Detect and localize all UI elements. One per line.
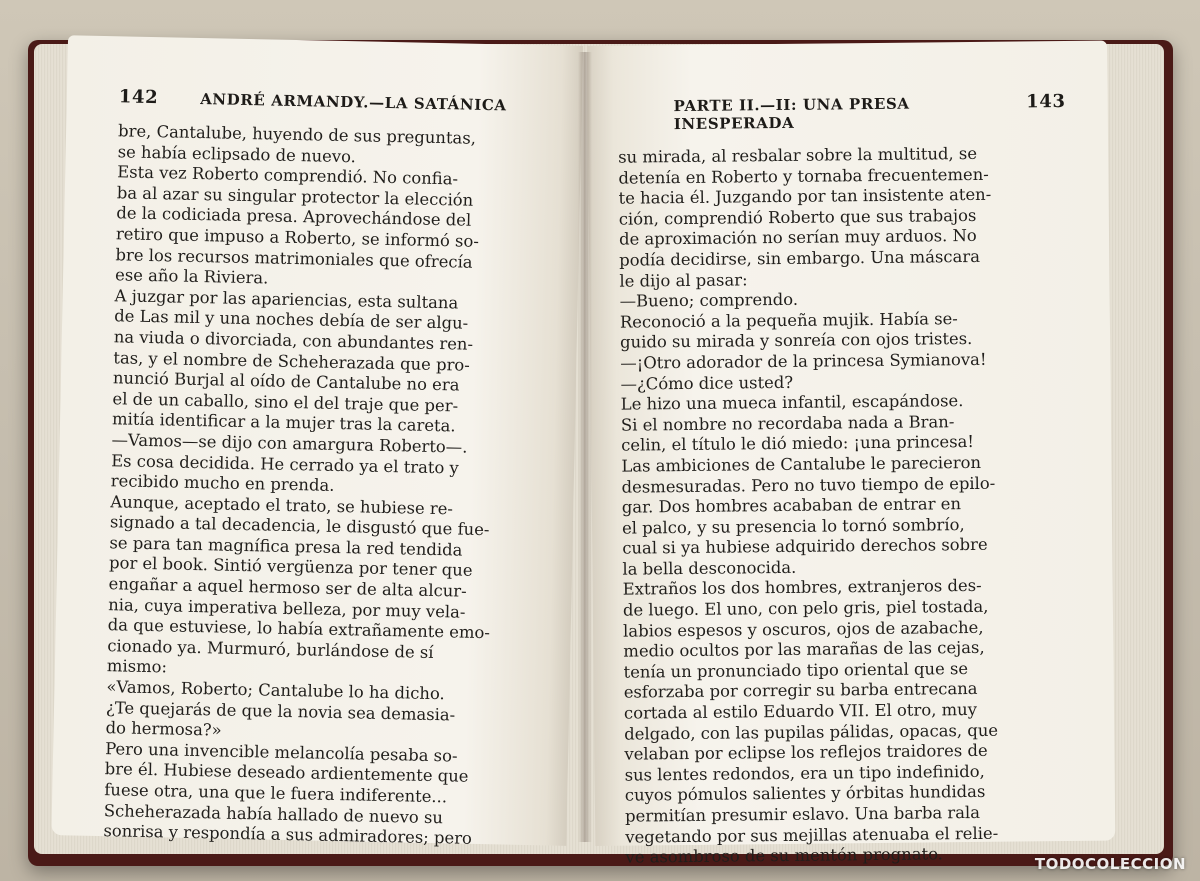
left-text-line: de la codiciada presa. Aprovechándose del bbox=[116, 203, 472, 231]
right-text-line: tenía un pronunciado tipo oriental que se bbox=[623, 658, 969, 682]
right-text-line: —¿Cómo dice usted? bbox=[620, 372, 794, 394]
right-text-line: —Bueno; comprendo. bbox=[619, 289, 799, 311]
right-text-line: desmesuradas. Pero no tuvo tiempo de epilo- bbox=[621, 473, 996, 497]
left-text-line: bre, Cantalube, huyendo de sus preguntas, bbox=[117, 121, 477, 148]
left-text-line: mismo: bbox=[106, 656, 168, 677]
right-text-line: delgado, con las pupilas pálidas, opacas, que bbox=[624, 720, 999, 744]
book-gutter bbox=[578, 52, 592, 842]
left-text-line: por el book. Sintió vergüenza por tener que bbox=[108, 553, 473, 581]
left-text-line: bre los recursos matrimoniales que ofrecía bbox=[115, 244, 473, 272]
right-text-line: Si el nombre no recordaba nada a Bran- bbox=[620, 411, 955, 435]
left-text-line: engañar a aquel hermoso ser de alta alcur- bbox=[108, 574, 467, 601]
left-text-line: de Las mil y una noches debía de ser algu- bbox=[114, 306, 469, 333]
right-text-line: sus lentes redondos, era un tipo indefinido, bbox=[624, 761, 985, 785]
right-text-line: Extraños los dos hombres, extranjeros des- bbox=[622, 576, 982, 600]
left-text-line: Scheherazada había hallado de nuevo su bbox=[103, 800, 444, 827]
left-text-line: ¿Te quejarás de que la novia sea demasia- bbox=[105, 697, 456, 725]
left-text-line: bre él. Hubiese deseado ardientemente que bbox=[104, 759, 469, 787]
left-text-line: sonrisa y respondía a sus admiradores; pero bbox=[103, 821, 473, 849]
right-text-line: le dijo al pasar: bbox=[619, 269, 748, 291]
left-text-line: tas, y el nombre de Scheherazada que pro- bbox=[113, 347, 471, 375]
left-text-line: signado a tal decadencia, le disgustó que fue- bbox=[109, 512, 490, 540]
left-text-line: el de un caballo, sino el del traje que per- bbox=[112, 388, 459, 416]
left-text-line: da que estuviese, lo había extrañamente emo- bbox=[107, 615, 491, 643]
right-text-line: permitían presumir eslavo. Una barba rala bbox=[624, 802, 981, 826]
right-text-line: podía decidirse, sin embargo. Una máscara bbox=[619, 246, 981, 270]
watermark: TODOCOLECCION bbox=[1034, 855, 1186, 873]
left-text-line: do hermosa?» bbox=[105, 718, 222, 740]
left-page bbox=[51, 35, 583, 849]
right-page-header bbox=[618, 91, 1066, 134]
left-running-head: ANDRÉ ARMANDY.—LA SATÁNICA bbox=[199, 89, 507, 115]
left-text-line: se había eclipsado de nuevo. bbox=[117, 141, 357, 166]
left-text-line: retiro que impuso a Roberto, se informó so- bbox=[115, 224, 480, 251]
left-text-line: mitía identificar a la mujer tras la careta. bbox=[111, 409, 456, 436]
right-page-text bbox=[618, 143, 1074, 868]
right-running-head: PARTE II.—II: UNA PRESA INESPERADA bbox=[673, 94, 910, 134]
left-page-header bbox=[119, 86, 570, 116]
left-text-line: «Vamos, Roberto; Cantalube lo ha dicho. bbox=[106, 677, 445, 704]
right-text-line: de luego. El uno, con pelo gris, piel tostada, bbox=[622, 596, 989, 620]
left-page-text bbox=[103, 121, 569, 851]
left-text-line: se para tan magnífica presa la red tendida bbox=[109, 533, 463, 560]
right-text-line: de aproximación no serían muy arduos. No bbox=[618, 226, 977, 250]
left-text-line: Aunque, aceptado el trato, se hubiese re- bbox=[110, 491, 454, 519]
right-text-line: Le hizo una mueca infantil, escapándose. bbox=[620, 391, 964, 414]
right-text-line: gar. Dos hombres acababan de entrar en bbox=[621, 494, 962, 517]
left-text-line: na viuda o divorciada, con abundantes ren- bbox=[113, 327, 474, 354]
right-text-line: —¡Otro adorador de la princesa Symianova! bbox=[620, 349, 987, 373]
right-text-line: Las ambiciones de Cantalube le parecieron bbox=[621, 452, 982, 476]
right-text-line: ción, comprendió Roberto que sus trabajos bbox=[618, 205, 977, 229]
right-text-line: el palco, y su presencia lo tornó sombrío, bbox=[621, 514, 965, 538]
right-text-line: esforzaba por corregir su barba entrecana bbox=[623, 679, 978, 703]
left-text-line: nia, cuya imperativa belleza, por muy vela- bbox=[108, 594, 466, 622]
right-text-line: labios espesos y oscuros, ojos de azabache, bbox=[623, 617, 984, 641]
left-text-line: —Vamos—se dijo con amargura Roberto—. bbox=[111, 430, 468, 457]
right-text-line: la bella desconocida. bbox=[622, 557, 797, 579]
right-text-line: Reconoció a la pequeña mujik. Había se- bbox=[619, 308, 958, 332]
left-text-line: nunció Burjal al oído de Cantalube no era bbox=[112, 368, 460, 395]
left-text-line: ese año la Riviera. bbox=[114, 265, 269, 288]
right-text-line: cual si ya hubiese adquirido derechos sobre bbox=[622, 535, 988, 558]
right-text-line: medio ocultos por las marañas de las cejas, bbox=[623, 638, 985, 661]
right-text-line: cuyos pómulos salientes y órbitas hundidas bbox=[624, 782, 986, 806]
left-page-number: 142 bbox=[118, 86, 159, 109]
right-text-line: detenía en Roberto y tornaba frecuentemen- bbox=[618, 164, 989, 188]
left-text-line: Esta vez Roberto comprendió. No confia- bbox=[117, 162, 459, 189]
right-text-line: celin, el título le dió miedo: ¡una princesa! bbox=[621, 432, 975, 455]
left-text-line: Pero una invencible melancolía pesaba so- bbox=[104, 738, 458, 766]
right-text-line: velaban por eclipse los reflejos traidores de bbox=[624, 741, 988, 764]
right-text-line: vegetando por sus mejillas atenuaba el relie- bbox=[625, 823, 999, 847]
right-text-line: guido su mirada y sonreía con ojos tristes. bbox=[620, 329, 973, 353]
left-text-line: Es cosa decidida. He cerrado ya el trato y bbox=[111, 450, 460, 477]
left-text-line: cionado ya. Murmuró, burlándose de sí bbox=[107, 636, 434, 662]
right-text-line: cortada al estilo Eduardo VII. El otro, muy bbox=[623, 699, 978, 723]
left-text-line: ba al azar su singular protector la elección bbox=[116, 183, 474, 210]
right-page bbox=[587, 41, 1115, 867]
right-text-line: ve asombroso de su mentón prognato. bbox=[625, 844, 944, 867]
left-text-line: recibido mucho en prenda. bbox=[110, 471, 335, 495]
right-page-number: 143 bbox=[1026, 90, 1066, 113]
left-text-line: A juzgar por las apariencias, esta sultana bbox=[114, 285, 459, 313]
left-text-line: fuese otra, una que le fuera indiferente... bbox=[104, 780, 448, 807]
right-text-line: te hacia él. Juzgando por tan insistente aten- bbox=[618, 184, 992, 208]
right-text-line: su mirada, al resbalar sobre la multitud, se bbox=[618, 143, 978, 167]
